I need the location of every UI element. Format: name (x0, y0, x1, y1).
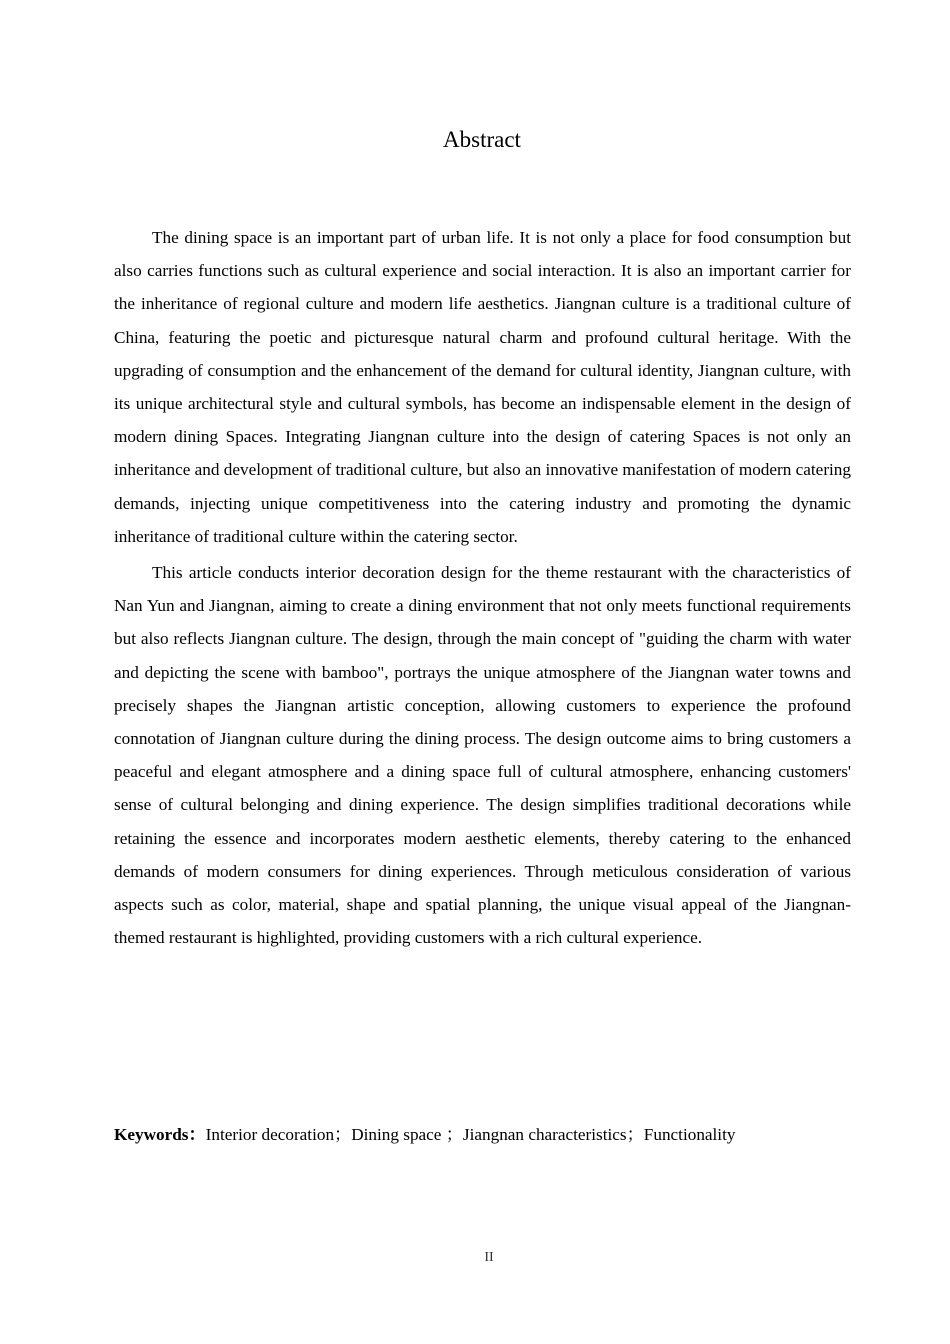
abstract-paragraph-2: This article conducts interior decoration design for the theme restaurant with the characteristics of Nan Yun and Jiangnan, aiming to create a dining environment that not only meets functional requirements but also reflects Jiangnan culture. The design, through the main concept of "guiding the charm with water and depicting the scene with bamboo", portrays the unique atmosphere of the Jiangnan water towns and precisely shapes the Jiangnan artistic conception, allowing customers to experience the profound connotation of Jiangnan culture during the dining process. The design outcome aims to bring customers a peaceful and elegant atmosphere and a dining space full of cultural atmosphere, enhancing customers' sense of cultural belonging and dining experience. The design simplifies traditional decorations while retaining the essence and incorporates modern aesthetic elements, thereby catering to the enhanced demands of modern consumers for dining experiences. Through meticulous consideration of various aspects such as color, material, shape and spatial planning, the unique visual appeal of the Jiangnan-themed restaurant is highlighted, providing customers with a rich cultural experience. (114, 563, 851, 948)
keywords-line (114, 1119, 854, 1151)
page-number: II (484, 1250, 494, 1265)
abstract-paragraph-1: The dining space is an important part of urban life. It is not only a place for food consumption but also carries functions such as cultural experience and social interaction. It is also an important carrier for the inheritance of regional culture and modern life aesthetics. Jiangnan culture is a traditional culture of China, featuring the poetic and picturesque natural charm and profound cultural heritage. With the upgrading of consumption and the enhancement of the demand for cultural identity, Jiangnan culture, with its unique architectural style and cultural symbols, has become an indispensable element in the design of modern dining Spaces. Integrating Jiangnan culture into the design of catering Spaces is not only an inheritance and development of traditional culture, but also an innovative manifestation of modern catering demands, injecting unique competitiveness into the catering industry and promoting the dynamic inheritance of traditional culture within the catering sector. (114, 228, 851, 546)
keywords-list: Interior decoration；Dining space ；Jiangnan characteristics；Functionality (205, 1125, 736, 1144)
abstract-title: Abstract (443, 127, 521, 152)
abstract-body (114, 221, 851, 954)
keywords-label: Keywords： (114, 1125, 206, 1144)
